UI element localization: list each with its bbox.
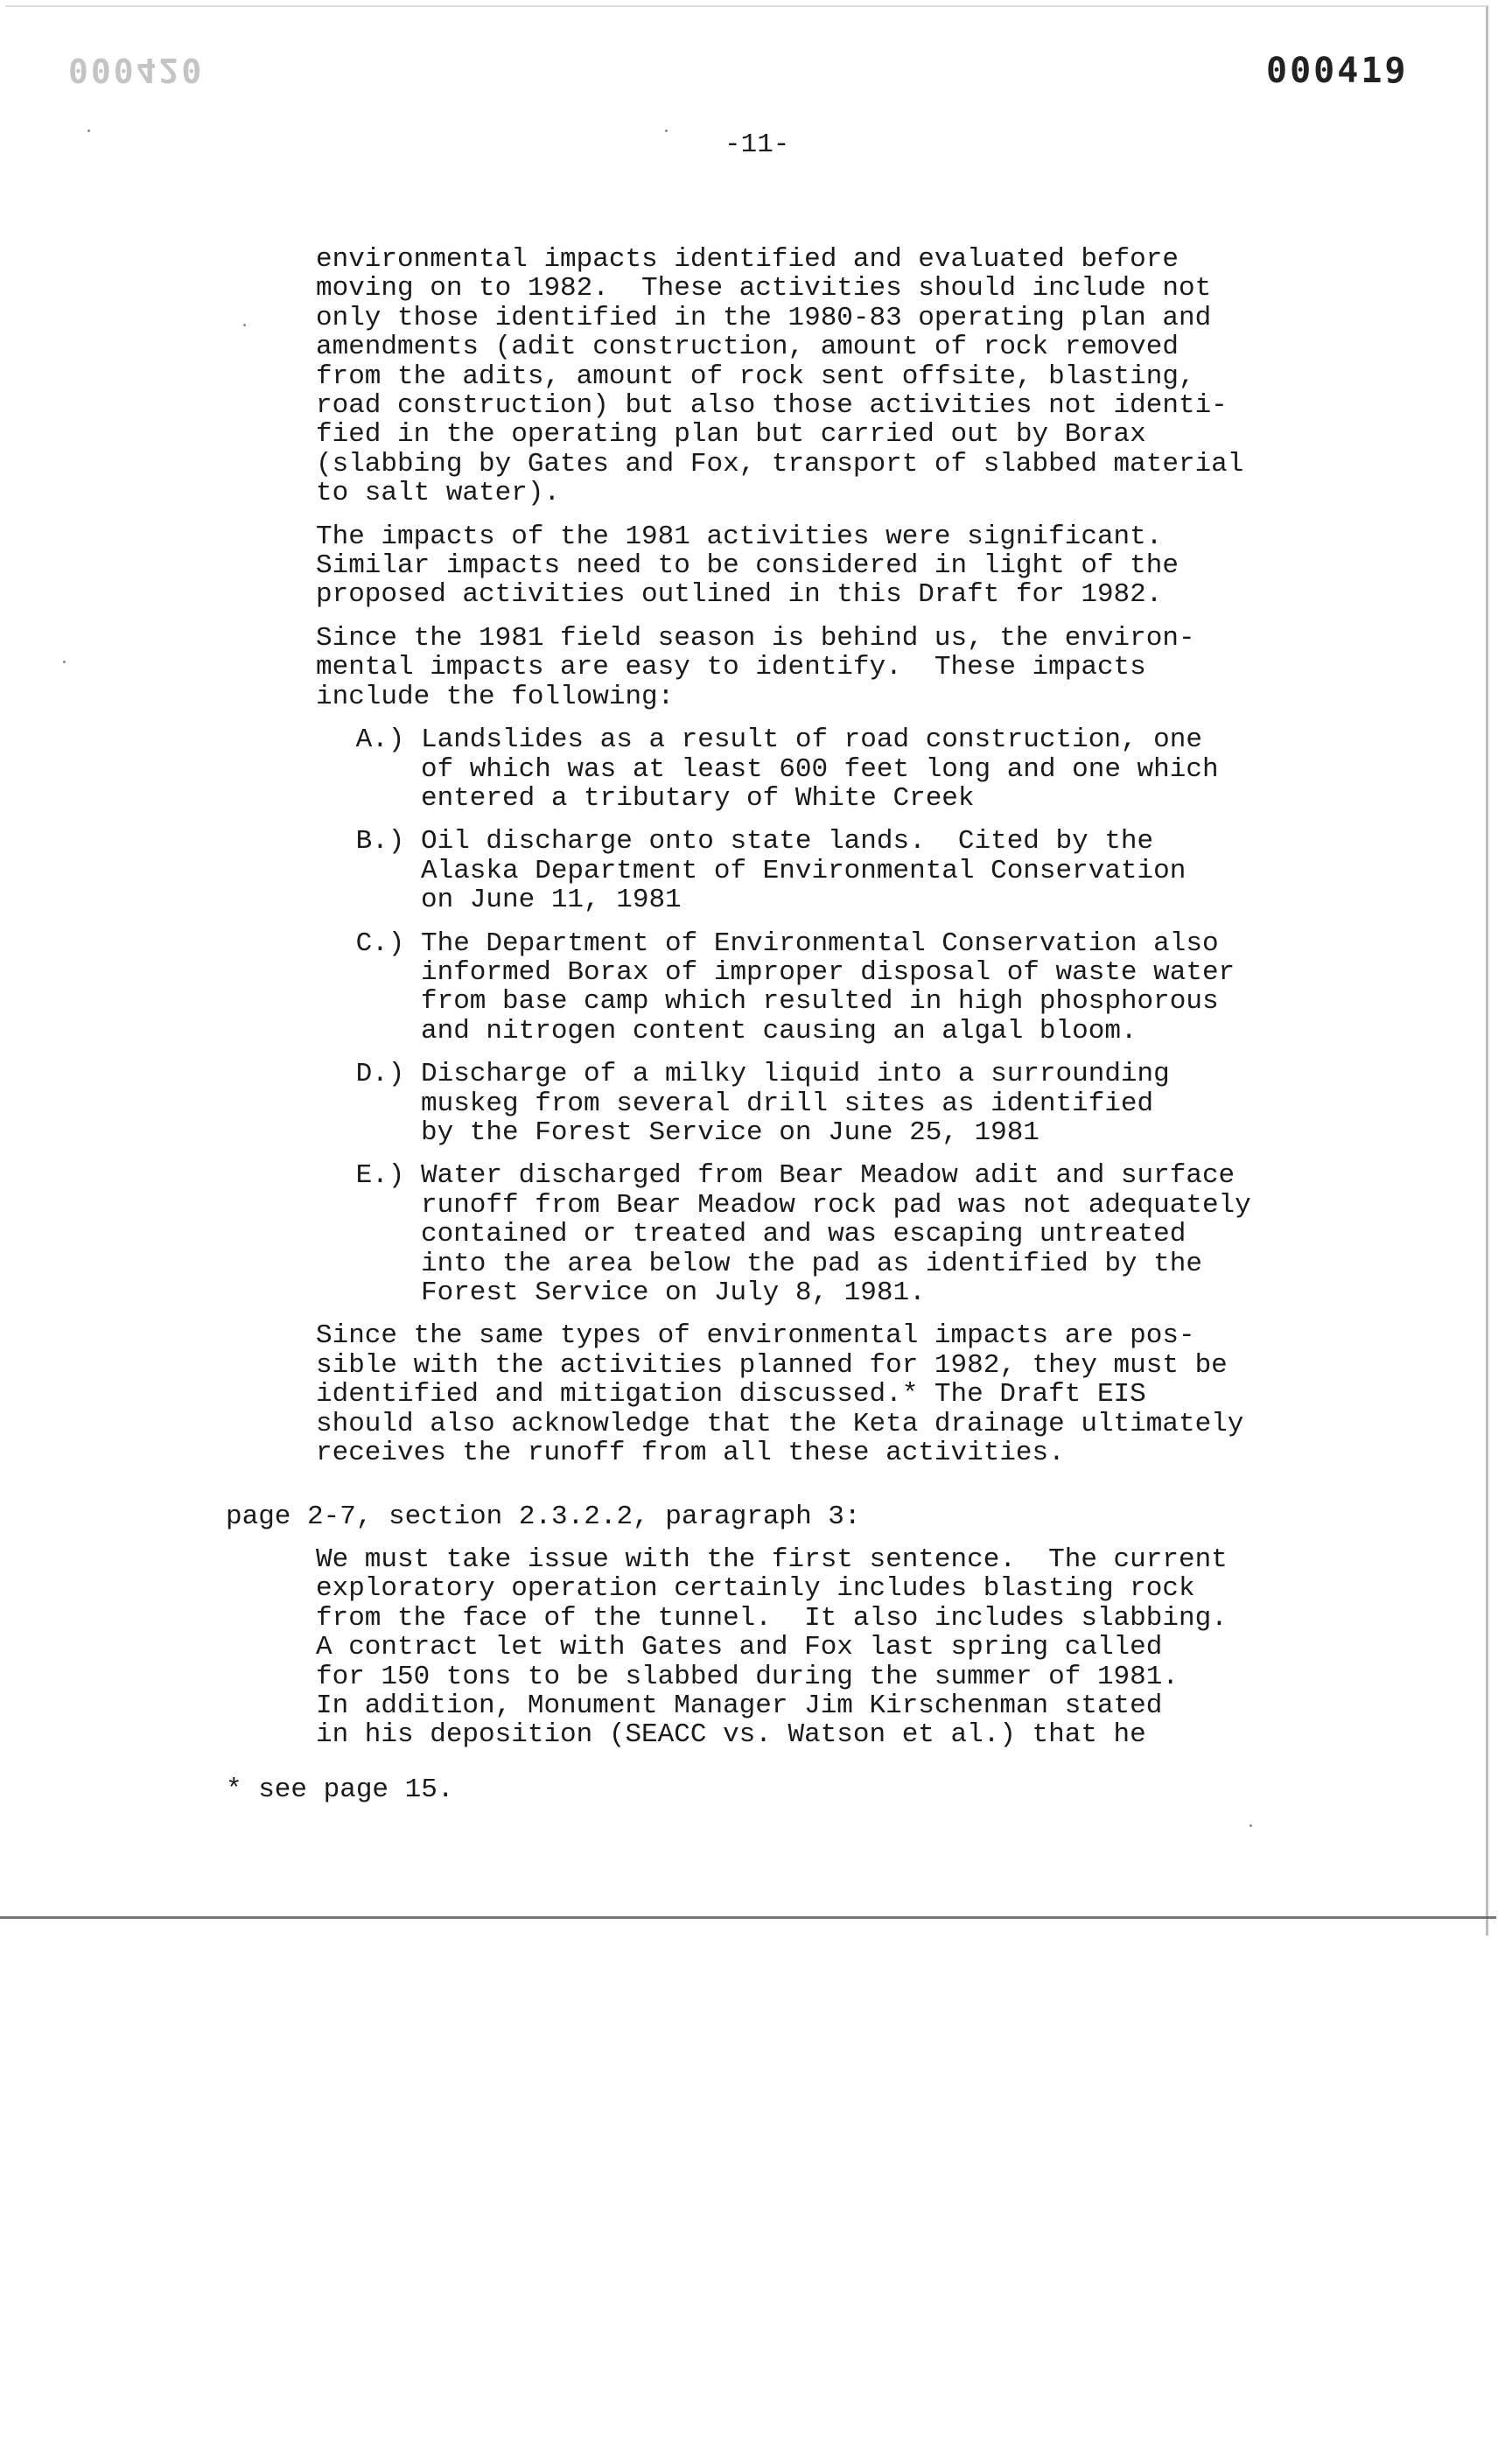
paragraph-continuation: environmental impacts identified and evaluated before moving on to 1982. These activities should include not only those identified in the 1980-83 operating plan and amendments (adit construction, amount of rock removed from the adits, amount of rock sent offsite, blasting, road construction) but also those activities not identi- fied in the operating plan but carried out by Borax (slabbing by Gates and Fox, transport of slabbed material to salt water). — [316, 244, 1244, 509]
list-marker: E.) — [355, 1160, 421, 1192]
page-number: -11- — [724, 130, 790, 160]
paragraph-closing: Since the same types of environmental impacts are pos- sible with the activities planned for 1982, they must be identified and mitigation discussed.* The Draft EIS should also acknowledge that the Keta drainage ultimately receives the runoff from all these activities. — [316, 1320, 1244, 1469]
list-item-text: Oil discharge onto state lands. Cited by the Alaska Department of Environmental Conservation on June 11, 1981 — [421, 826, 1186, 916]
list-item-text: The Department of Environmental Conservation also informed Borax of improper disposal of waste water from base camp which resulted in high phosphorous and nitrogen content causing an algal bloom. — [421, 928, 1236, 1046]
list-item — [316, 929, 1366, 1046]
list-marker: B.) — [355, 826, 421, 858]
paragraph-impacts-1981: The impacts of the 1981 activities were significant. Similar impacts need to be considered in light of the proposed activities outlined in this Draft for 1982. — [316, 521, 1179, 611]
list-marker: D.) — [355, 1059, 421, 1090]
bates-stamp: 000419 — [1266, 51, 1409, 91]
list-item — [316, 1060, 1366, 1147]
impacts-list — [316, 725, 1366, 1307]
list-item-text: Discharge of a milky liquid into a surrounding muskeg from several drill sites as identified by the Forest Service on June 25, 1981 — [421, 1059, 1170, 1148]
scan-speck — [88, 130, 90, 132]
scan-speck — [243, 324, 246, 326]
section-heading: page 2-7, section 2.3.2.2, paragraph 3: — [226, 1502, 861, 1532]
scan-speck — [1250, 1824, 1252, 1827]
bleed-through-stamp: 000420 — [68, 51, 205, 89]
footnote: * see page 15. — [226, 1774, 454, 1805]
blank-area — [0, 1936, 1512, 2450]
list-item-text: Landslides as a result of road construction, one of which was at least 600 feet long and one which entered a tributary of White Creek — [421, 724, 1219, 814]
list-marker: A.) — [355, 724, 421, 756]
list-marker: C.) — [355, 928, 421, 959]
list-item-text: Water discharged from Bear Meadow adit and surface runoff from Bear Meadow rock pad was not adequately contained or treated and was escaping untreated into the area below the pad as identified by the Forest Service on July 8, 1981. — [421, 1160, 1251, 1308]
body-text — [316, 245, 1366, 1481]
scan-speck — [63, 661, 66, 663]
list-item — [316, 1161, 1366, 1307]
section-paragraph: We must take issue with the first sentence. The current exploratory operation certainly includes blasting rock from the face of the tunnel. It also includes slabbing. A contract let with Gates and Fox last spring called for 150 tons to be slabbed during the summer of 1981. In addition, Monument Manager Jim Kirschenman stated in his deposition (SEACC vs. Watson et al.) that he — [316, 1544, 1228, 1751]
scan-speck — [665, 130, 668, 132]
list-item — [316, 725, 1366, 813]
paragraph-impacts-intro: Since the 1981 field season is behind us, the environ- mental impacts are easy to identify. These impacts include the following: — [316, 622, 1195, 712]
list-item — [316, 827, 1366, 914]
page-bottom-edge — [0, 1916, 1496, 1919]
